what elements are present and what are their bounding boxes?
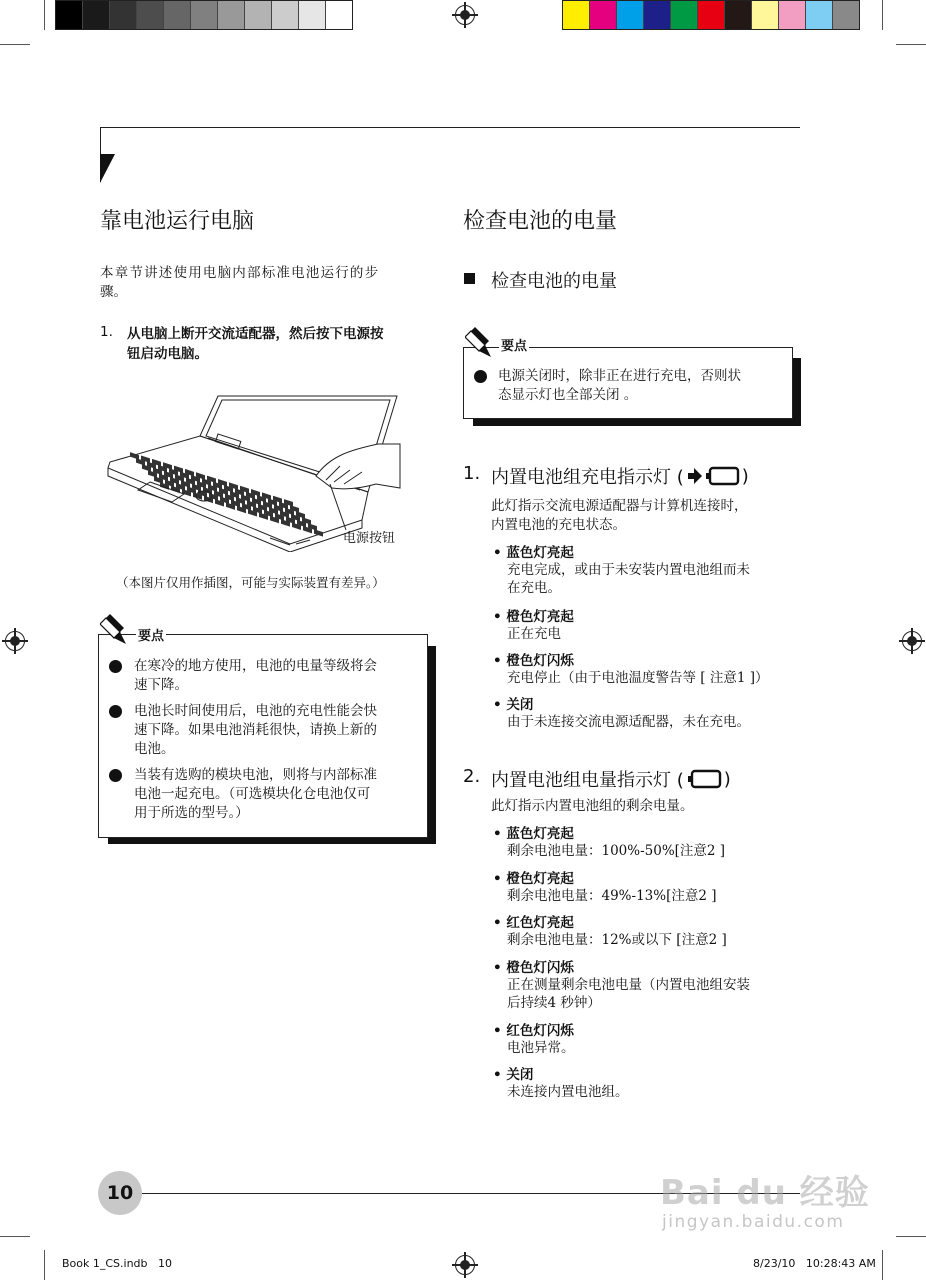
crop-mark <box>44 0 45 30</box>
section-1-heading: 内置电池组充电指示灯 ( ) <box>491 465 749 488</box>
color-swatch <box>806 1 833 29</box>
ac-charge-icon <box>686 465 740 487</box>
crop-mark <box>44 1250 45 1280</box>
list-item: • 蓝色灯亮起 充电完成，或由于未安装内置电池组而未 在充电。 <box>493 541 750 597</box>
color-swatch <box>671 1 698 29</box>
item-title: • 橙色灯亮起 <box>493 609 574 625</box>
registration-mark-bottom <box>455 1255 475 1275</box>
battery-icon <box>686 768 722 790</box>
page-number: 10 <box>106 1182 134 1204</box>
registration-mark-left <box>5 631 25 651</box>
step-number: 1. <box>100 324 113 340</box>
section-2-number: 2. <box>463 766 481 787</box>
header-rule <box>100 127 800 128</box>
section-1-number: 1. <box>463 463 481 484</box>
color-swatch <box>617 1 644 29</box>
item-title: • 关闭 <box>493 1067 534 1083</box>
color-swatch <box>590 1 617 29</box>
item-title: • 红色灯亮起 <box>493 915 574 931</box>
color-swatch <box>698 1 725 29</box>
note-item: 电源关闭时，除非正在进行充电，否则状 态显示灯也全部关闭 。 <box>498 368 741 403</box>
footer-timestamp: 8/23/10 10:28:43 AM <box>753 1257 876 1270</box>
square-bullet-icon <box>464 273 475 284</box>
footer-file-info: Book 1_CS.indb 10 <box>62 1257 173 1270</box>
note-title-right: 要点 <box>499 335 529 354</box>
item-title: • 橙色灯亮起 <box>493 871 574 887</box>
item-title: • 蓝色灯亮起 <box>493 545 574 561</box>
watermark-brand: Bai du 经验 <box>660 1173 870 1213</box>
list-item: • 橙色灯闪烁 正在测量剩余电池电量（内置电池组安装 后持续4 秒钟） <box>493 956 750 1012</box>
note-item: 在寒冷的地方使用，电池的电量等级将会 速下降。 <box>134 658 377 693</box>
section-1-description: 此灯指示交流电源适配器与计算机连接时， 内置电池的充电状态。 <box>491 498 748 533</box>
color-swatch <box>272 1 299 29</box>
section-title-left: 靠电池运行电脑 <box>100 209 255 234</box>
bullet-dot <box>109 660 122 673</box>
image-caption: （本图片仅用作插图，可能与实际装置有差异。） <box>116 575 385 590</box>
crop-mark <box>882 0 883 30</box>
page-number-badge <box>98 1171 142 1215</box>
color-swatch <box>164 1 191 29</box>
color-bar <box>562 0 860 30</box>
subsection-title: 检查电池的电量 <box>491 271 617 292</box>
color-swatch <box>218 1 245 29</box>
bullet-dot <box>474 370 487 383</box>
list-item: • 关闭 未连接内置电池组。 <box>493 1063 629 1101</box>
list-item: • 橙色灯亮起 正在充电 <box>493 605 574 643</box>
step-instruction: 从电脑上断开交流适配器，然后按下电源按 钮启动电脑。 <box>127 326 384 362</box>
list-item: • 关闭 由于未连接交流电源适配器，未在充电。 <box>493 693 750 731</box>
intro-paragraph: 本章节讲述使用电脑内部标准电池运行的步 骤。 <box>100 265 380 300</box>
item-title: • 橙色灯闪烁 <box>493 960 574 976</box>
item-title: • 蓝色灯亮起 <box>493 826 574 842</box>
color-swatch <box>83 1 110 29</box>
section-2-heading: 内置电池组电量指示灯 ( ) <box>491 768 731 791</box>
section-2-description: 此灯指示内置电池组的剩余电量。 <box>491 798 694 814</box>
bullet-dot <box>109 769 122 782</box>
registration-mark-top <box>455 5 475 25</box>
color-swatch <box>245 1 272 29</box>
crop-mark <box>0 1236 30 1237</box>
pencil-icon <box>100 614 132 648</box>
section-title-right: 检查电池的电量 <box>463 209 618 234</box>
color-swatch <box>137 1 164 29</box>
color-swatch <box>779 1 806 29</box>
keyboard-key <box>130 452 139 459</box>
bullet-dot <box>109 705 122 718</box>
note-item: 电池长时间使用后，电池的充电性能会快 速下降。如果电池消耗很快，请换上新的 电池。 <box>134 703 377 757</box>
grayscale-bar <box>55 0 353 30</box>
crop-mark <box>0 44 30 45</box>
item-title: • 橙色灯闪烁 <box>493 653 574 669</box>
color-swatch <box>644 1 671 29</box>
list-item: • 红色灯亮起 剩余电池电量：12%或以下 [注意2 ] <box>493 911 727 949</box>
color-swatch <box>56 1 83 29</box>
list-item: • 红色灯闪烁 电池异常。 <box>493 1019 575 1057</box>
crop-mark <box>896 1236 926 1237</box>
item-title: • 红色灯闪烁 <box>493 1023 574 1039</box>
list-item: • 蓝色灯亮起 剩余电池电量：100%-50%[注意2 ] <box>493 822 725 860</box>
note-title-left: 要点 <box>136 625 166 644</box>
color-swatch <box>752 1 779 29</box>
watermark-url: jingyan.baidu.com <box>662 1212 845 1232</box>
registration-mark-right <box>902 631 922 651</box>
crop-mark <box>882 1250 883 1280</box>
note-item: 当装有选购的模块电池，则将与内部标准 电池一起充电。（可选模块化仓电池仅可 用于所选的型号。） <box>134 767 377 821</box>
color-swatch <box>191 1 218 29</box>
list-item: • 橙色灯亮起 剩余电池电量：49%-13%[注意2 ] <box>493 867 717 905</box>
pencil-icon <box>465 327 497 361</box>
color-swatch <box>563 1 590 29</box>
corner-tab-icon <box>100 154 116 184</box>
color-swatch <box>110 1 137 29</box>
color-swatch <box>725 1 752 29</box>
crop-mark <box>896 44 926 45</box>
color-swatch <box>299 1 326 29</box>
list-item: • 橙色灯闪烁 充电停止（由于电池温度警告等 [ 注意1 ]） <box>493 649 769 687</box>
color-swatch <box>326 1 352 29</box>
item-title: • 关闭 <box>493 697 534 713</box>
color-swatch <box>833 1 859 29</box>
power-button-label: 电源按钮 <box>343 531 396 546</box>
